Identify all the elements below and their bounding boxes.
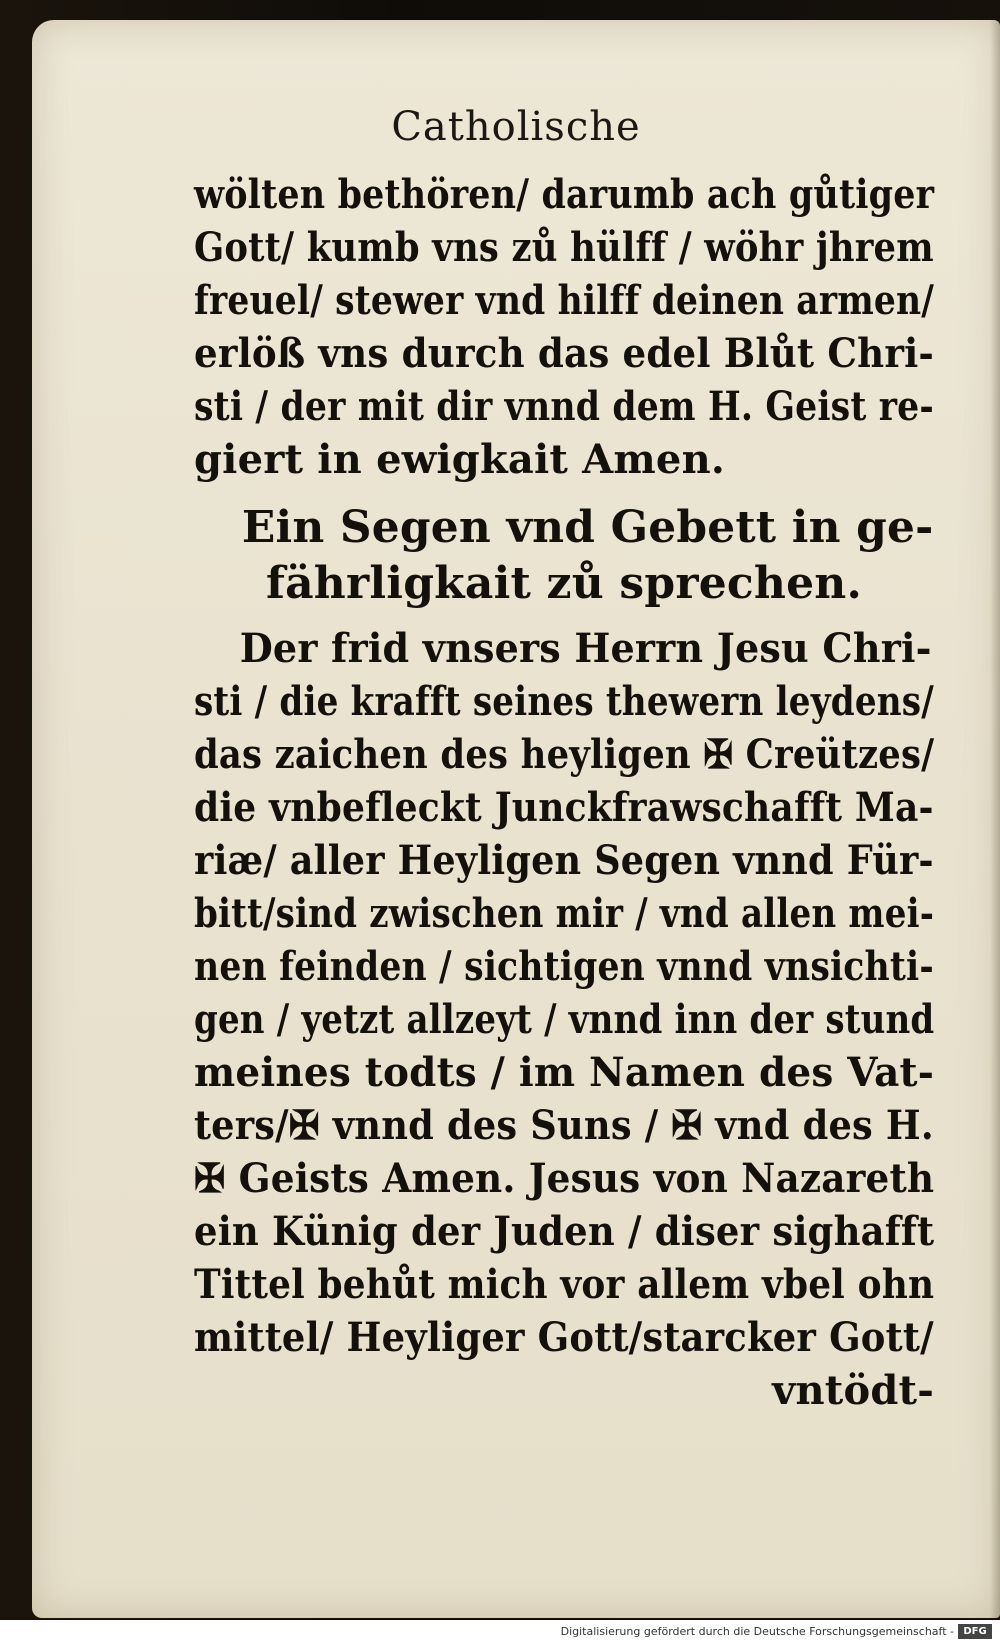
text-line: wölten bethören/ darumb ach gůtiger: [194, 171, 935, 218]
text-line: bitt/sind zwischen mir / vnd allen mei-: [194, 890, 935, 937]
text-line: ters/✠ vnnd des Suns / ✠ vnd des H.: [194, 1102, 934, 1149]
text-line: ein Künig der Juden / diser sighafft: [194, 1208, 935, 1255]
text-line: sti / der mit dir vnnd dem H. Geist re-: [194, 383, 934, 430]
text-line: Gott/ kumb vns zů hülff / wöhr jhrem: [194, 224, 934, 271]
text-line: sti / die krafft seines thewern leydens/: [194, 678, 934, 725]
text-line: nen feinden / sichtigen vnnd vnsichti-: [194, 943, 934, 990]
paragraph-2: [194, 622, 934, 1417]
dfg-logo-icon: DFG: [958, 1624, 992, 1639]
heading-line: fährligkait zů sprechen.: [265, 558, 863, 609]
paragraph-1: [194, 168, 934, 486]
text-line: ✠ Geists Amen. Jesus von Nazareth: [194, 1155, 935, 1202]
text-line: giert in ewigkait Amen.: [194, 436, 725, 483]
text-line: das zaichen des heyligen ✠ Creützes/: [194, 731, 935, 778]
catchword: vntödt-: [772, 1367, 934, 1414]
text-line: die vnbefleckt Junckfrawschafft Ma-: [194, 784, 934, 831]
text-line: erlöß vns durch das edel Blůt Chri-: [194, 330, 935, 377]
text-block: [194, 168, 934, 1417]
text-line: mittel/ Heyliger Gott/starcker Gott/: [194, 1314, 934, 1361]
text-line: freuel/ stewer vnd hilff deinen armen/: [194, 277, 935, 324]
section-heading: [194, 500, 934, 612]
funding-credit: Digitalisierung gefördert durch die Deutsche Forschungsgemeinschaft -: [560, 1625, 954, 1638]
digitization-footer: [0, 1620, 1000, 1645]
heading-line: Ein Segen vnd Gebett in ge-: [241, 502, 934, 553]
running-head: Catholische: [391, 104, 641, 150]
text-line: meines todts / im Namen des Vat-: [194, 1049, 935, 1096]
page-edge-shadow: [990, 20, 1000, 1618]
text-line: Tittel behůt mich vor allem vbel ohn: [194, 1261, 935, 1308]
text-line: gen / yetzt allzeyt / vnnd inn der stund: [194, 996, 935, 1043]
book-page: [32, 20, 1000, 1618]
text-line: Der frid vnsers Herrn Jesu Chri-: [239, 625, 932, 672]
text-line: riæ/ aller Heyligen Segen vnnd Für-: [194, 837, 934, 884]
